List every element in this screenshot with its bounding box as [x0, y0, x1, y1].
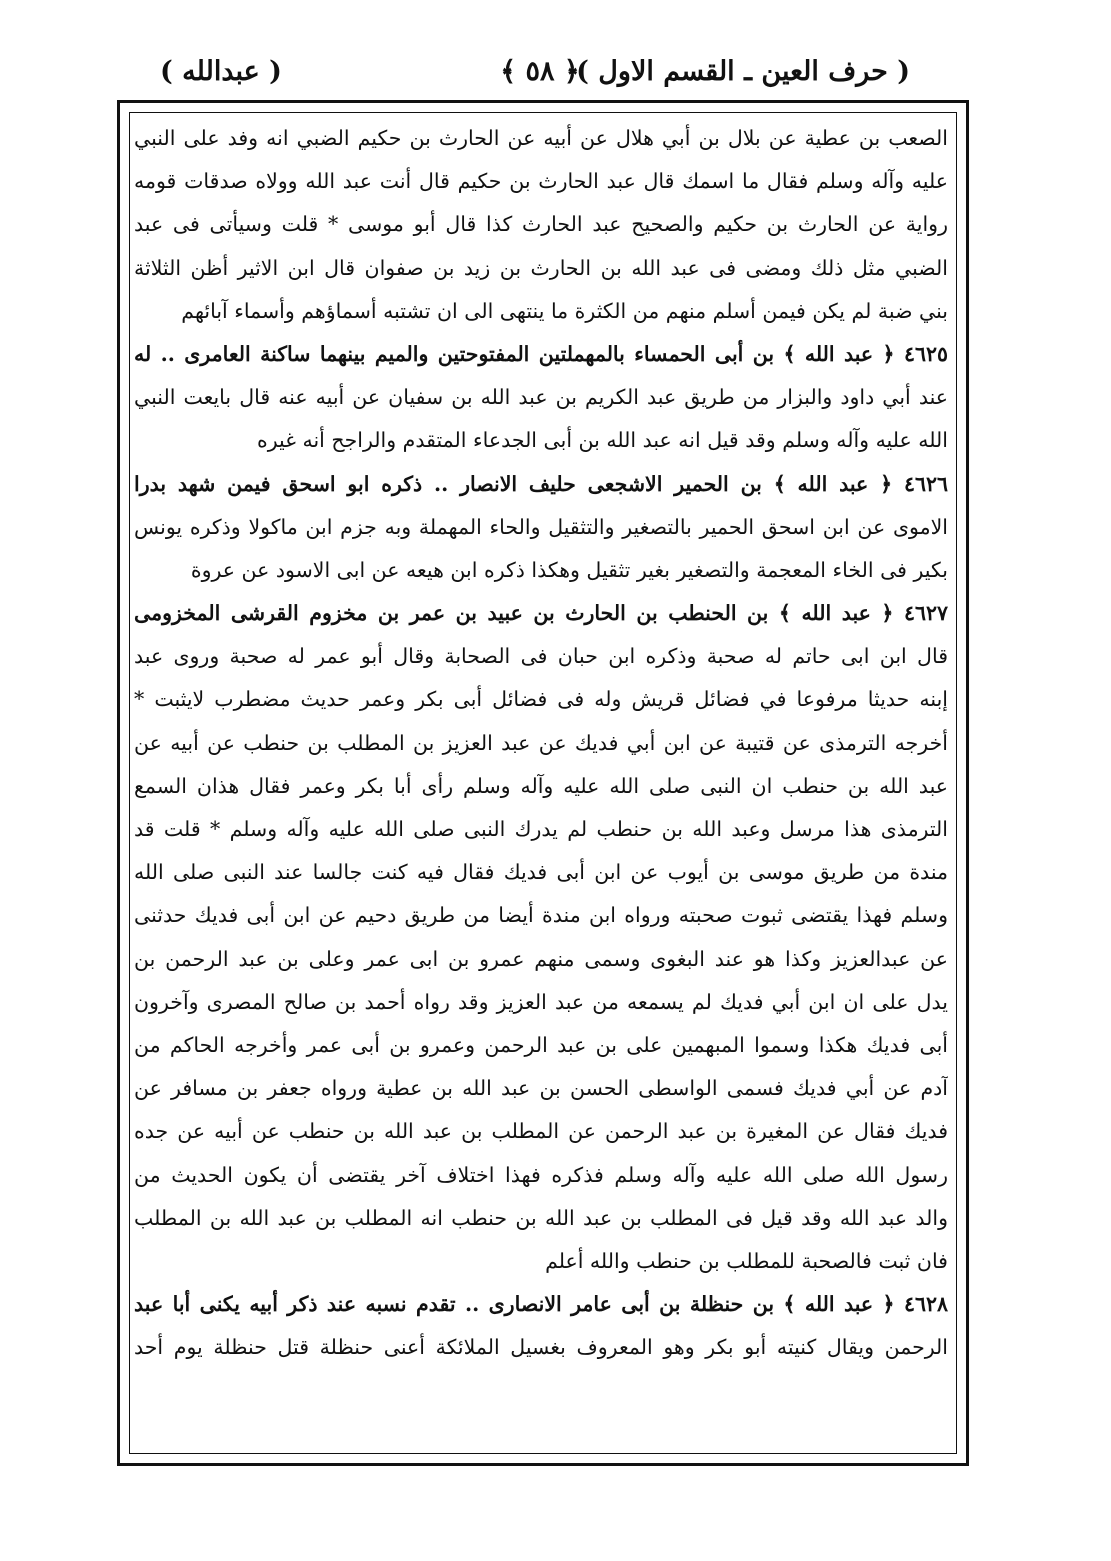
text-line: والد عبد الله وقد قيل فى المطلب بن عبد الله بن حنطب انه المطلب بن عبد الله بن المطلب — [134, 1205, 948, 1230]
text-line: بكير فى الخاء المعجمة والتصغير بغير تثقيل وهكذا ذكره ابن هيعه عن ابى الاسود عن عروة — [190, 557, 948, 582]
entry-4626-heading: ٤٦٢٦ ﴿ عبد الله ﴾ بن الحمير الاشجعى حليف الانصار .. ذكره ابو اسحق فيمن شهد بدرا — [134, 471, 948, 496]
text-line: يدل على ان ابن أبي فديك لم يسمعه من عبد العزيز وقد رواه أحمد بن صالح المصرى وآخرون — [134, 989, 948, 1014]
page-number: ﴿ ٥٨ ﴾ — [500, 56, 580, 87]
text-line: الضبي مثل ذلك ومضى فى عبد الله بن الحارث بن زيد بن صفوان قال ابن الاثير أظن الثلاثة — [134, 255, 948, 280]
text-line: الرحمن ويقال كنيته أبو بكر وهو المعروف بغسيل الملائكة أعنى حنظلة قتل حنظلة يوم أحد — [134, 1335, 948, 1360]
text-line: إبنه حديثا مرفوعا في فضائل قريش وله فى فضائل أبى بكر وعمر حديث مضطرب لايثبت * — [134, 687, 948, 712]
text-line: بني ضبة لم يكن فيمن أسلم منهم من الكثرة ما ينتهى الى ان تشتبه أسماؤهم وأسماء آبائهم — [181, 298, 948, 323]
text-line: آدم عن أبي فديك فسمى الواسطى الحسن بن عبد الله بن عطية ورواه جعفر بن مسافر عن — [134, 1076, 948, 1101]
page-header — [150, 52, 930, 100]
text-line: أخرجه الترمذى عن قتيبة عن ابن أبي فديك عن عبد العزيز بن المطلب بن حنطب عن أبيه عن — [134, 730, 948, 755]
text-line: وسلم فهذا يقتضى ثبوت صحبته ورواه ابن مندة أيضا من طريق دحيم عن ابن أبى فديك حدثنى — [134, 903, 948, 928]
body-text — [134, 117, 948, 1369]
text-line: رسول الله صلى الله عليه وآله وسلم فذكره فهذا اختلاف آخر يقتضى أن يكون الحديث من — [134, 1162, 948, 1187]
text-line: عند أبي داود والبزار من طريق عبد الكريم بن عبد الله بن سفيان عن أبيه عنه قال بايعت النبي — [134, 385, 948, 410]
entry-4627-heading: ٤٦٢٧ ﴿ عبد الله ﴾ بن الحنطب بن الحارث بن عبيد بن عمر بن مخزوم القرشى المخزومى — [134, 601, 948, 626]
text-line: رواية عن الحارث بن حكيم والصحيح عبد الحارث كذا قال أبو موسى * قلت وسيأتى فى عبد — [134, 212, 948, 237]
text-line: فان ثبت فالصحبة للمطلب بن حنطب والله أعلم — [545, 1248, 948, 1273]
text-line: قال ابن ابى حاتم له صحبة وذكره ابن حبان فى الصحابة وقال أبو عمر له صحبة وروى عبد — [134, 644, 948, 669]
text-line: الله عليه وآله وسلم وقد قيل انه عبد الله بن أبى الجدعاء المتقدم والراجح أنه غيره — [256, 428, 948, 453]
chapter-title: ( حرف العين ـ القسم الاول ) — [576, 56, 910, 87]
text-line: عليه وآله وسلم فقال ما اسمك قال عبد الحارث بن حكيم قال أنت عبد الله وولاه صدقات قومه — [134, 169, 948, 194]
text-line: مندة من طريق موسى بن أيوب عن ابن أبى فديك فقال فيه كنت جالسا عند النبى صلى الله — [134, 860, 948, 885]
entry-4628-heading: ٤٦٢٨ ﴿ عبد الله ﴾ بن حنظلة بن أبى عامر الانصارى .. تقدم نسبه عند ذكر أبيه يكنى أبا عبد — [134, 1292, 948, 1317]
text-line: عبد الله بن حنطب ان النبى صلى الله عليه وآله وسلم رأى أبا بكر وعمر فقال هذان السمع — [134, 773, 948, 798]
text-line: الاموى عن ابن اسحق الحمير بالتصغير والتثقيل والحاء المهملة وبه جزم ابن ماكولا وذكره يونس — [134, 514, 948, 539]
text-line: عن عبدالعزيز وكذا هو عند البغوى وسمى منهم عمرو بن ابى عمر وعلى بن عبد الرحمن بن — [134, 946, 948, 971]
text-line: أبى فديك هكذا وسموا المبهمين على بن عبد الرحمن وعمرو بن أبى عمر وأخرجه الحاكم من — [134, 1032, 948, 1057]
running-head: ( عبدالله ) — [160, 56, 282, 87]
text-line: فديك فقال عن المغيرة بن عبد الرحمن عن المطلب بن عبد الله بن حنطب عن أبيه عن جده — [134, 1119, 948, 1144]
text-line: الصعب بن عطية عن بلال بن أبي هلال عن أبيه عن الحارث بن حكيم الضبي انه وفد على النبي — [134, 126, 948, 150]
entry-4625-heading: ٤٦٢٥ ﴿ عبد الله ﴾ بن أبى الحمساء بالمهملتين المفتوحتين والميم بينهما ساكنة العامرى .. له — [134, 341, 948, 366]
text-line: الترمذى هذا مرسل وعبد الله بن حنطب لم يدرك النبى صلى الله عليه وآله وسلم * قلت قد — [134, 817, 948, 841]
